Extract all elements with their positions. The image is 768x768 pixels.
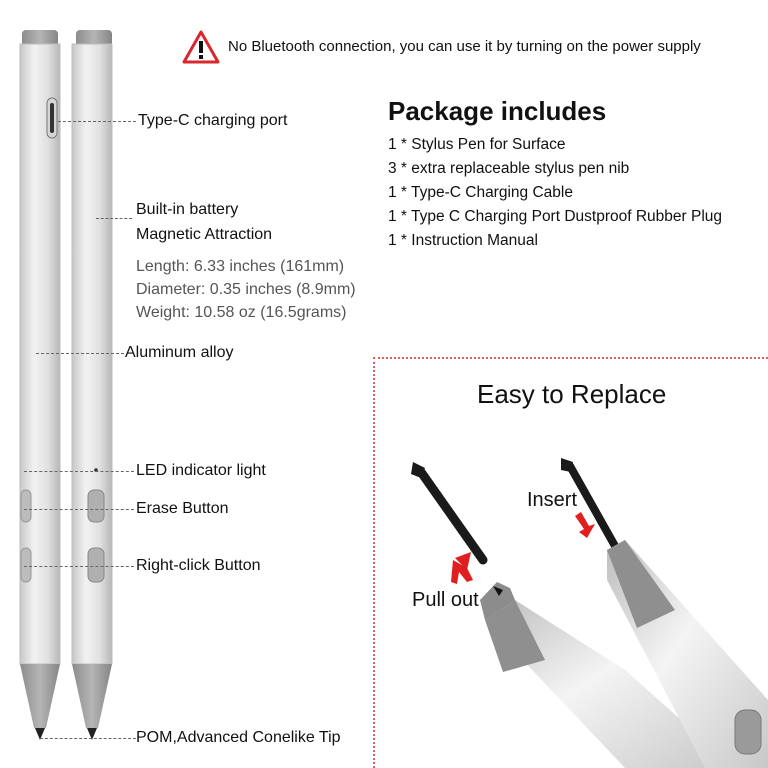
callout-right-click: Right-click Button — [136, 557, 261, 574]
leader-line-aluminum — [36, 353, 124, 354]
spec-length: Length: 6.33 inches (161mm) — [136, 258, 345, 275]
package-item: 3 * extra replaceable stylus pen nib — [388, 160, 630, 177]
callout-battery: Built-in battery — [136, 201, 239, 218]
stylus-pens-illustration — [0, 0, 130, 768]
package-item: 1 * Instruction Manual — [388, 232, 538, 249]
callout-aluminum: Aluminum alloy — [125, 344, 234, 361]
package-item: 1 * Stylus Pen for Surface — [388, 136, 566, 153]
spec-weight: Weight: 10.58 oz (16.5grams) — [136, 304, 347, 321]
pull-out-arrow — [451, 552, 473, 584]
section-divider-horizontal — [373, 357, 768, 359]
spec-diameter: Diameter: 0.35 inches (8.9mm) — [136, 281, 356, 298]
package-item: 1 * Type C Charging Port Dustproof Rubber Plug — [388, 208, 723, 225]
insert-arrow — [575, 512, 595, 538]
replace-title: Easy to Replace — [477, 379, 667, 409]
callout-charging-port: Type-C charging port — [138, 112, 288, 129]
warning-triangle-icon — [182, 30, 220, 64]
insert-label: Insert — [527, 489, 578, 511]
pull-out-label: Pull out — [412, 589, 479, 611]
leader-line-port — [58, 121, 136, 122]
leader-line-led — [24, 471, 134, 472]
callout-led: LED indicator light — [136, 462, 266, 479]
bluetooth-warning-text: No Bluetooth connection, you can use it by turning on the power supply — [228, 38, 701, 55]
leader-line-erase — [24, 509, 134, 510]
leader-line-tip — [40, 738, 136, 739]
callout-erase: Erase Button — [136, 500, 229, 517]
callout-tip: POM,Advanced Conelike Tip — [136, 729, 341, 746]
package-item: 1 * Type-C Charging Cable — [388, 184, 573, 201]
package-title: Package includes — [388, 96, 607, 126]
loose-nib — [411, 462, 483, 560]
callout-magnetic: Magnetic Attraction — [136, 226, 273, 243]
leader-line-right-click — [24, 566, 134, 567]
leader-line-battery — [96, 218, 132, 219]
